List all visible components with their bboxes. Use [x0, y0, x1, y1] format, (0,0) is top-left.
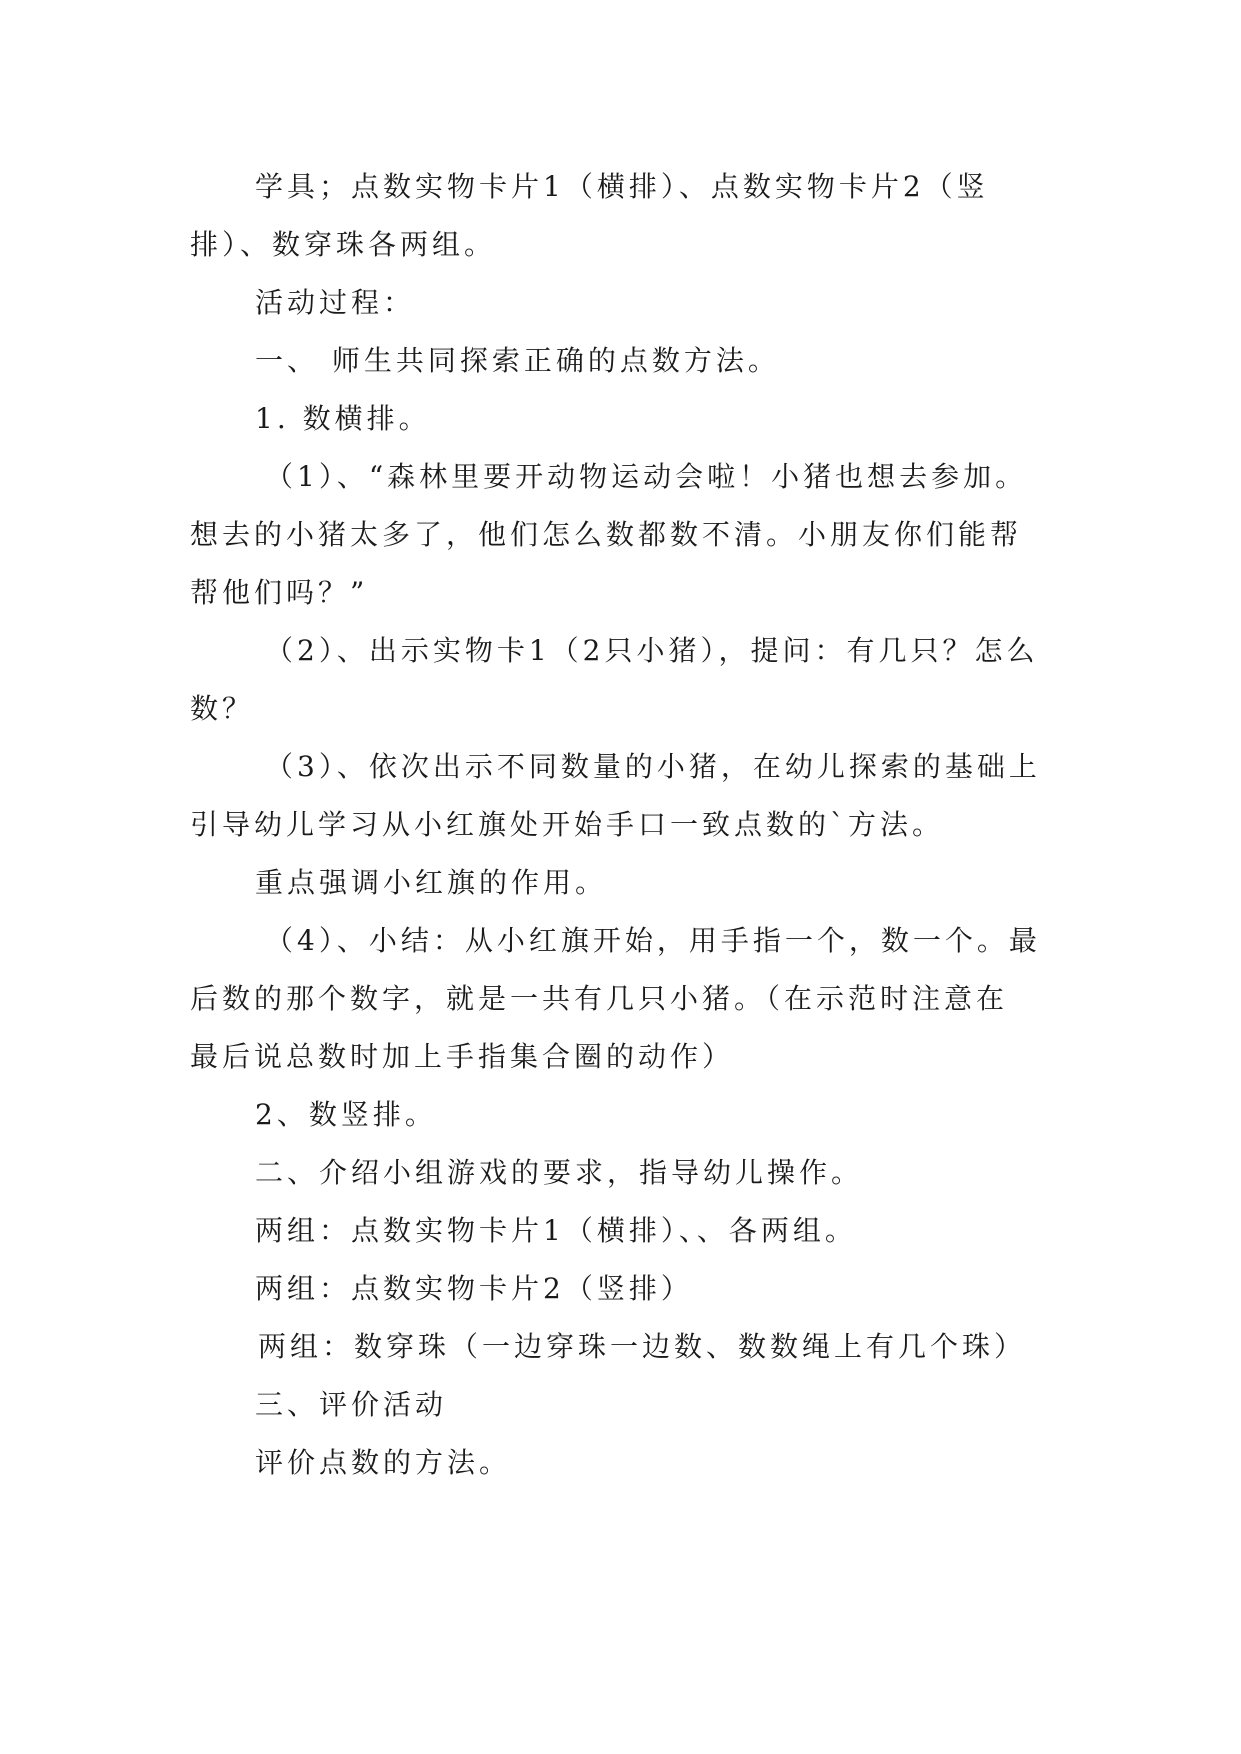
text-line: 两组：数穿珠（一边穿珠一边数、数数绳上有几个珠）	[258, 1330, 1027, 1363]
text-line: （3）、依次出示不同数量的小猪，在幼儿探索的基础上	[265, 750, 1041, 783]
text-line: 2、数竖排。	[255, 1098, 437, 1131]
text-line: 排）、数穿珠各两组。	[190, 228, 497, 261]
text-line: 帮他们吗？”	[190, 576, 369, 609]
text-line: 两组：点数实物卡片1（横排）、、各两组。	[255, 1214, 857, 1247]
paragraph-step-1	[190, 390, 1050, 448]
paragraph-substep-3	[190, 738, 1050, 854]
paragraph-substep-4	[190, 912, 1050, 1086]
paragraph-group-b	[190, 1260, 1050, 1318]
text-line: （1）、“森林里要开动物运动会啦！小猪也想去参加。	[265, 460, 1028, 493]
text-line: 数？	[190, 692, 255, 725]
paragraph-group-c	[190, 1318, 1050, 1376]
text-line: 引导幼儿学习从小红旗处开始手口一致点数的`方法。	[190, 808, 945, 841]
text-line: 想去的小猪太多了，他们怎么数都数不清。小朋友你们能帮	[190, 518, 1023, 551]
paragraph-section-two	[190, 1144, 1050, 1202]
text-line: 三、评价活动	[255, 1388, 448, 1421]
text-line: 后数的那个数字，就是一共有几只小猪。（在示范时注意在	[190, 982, 1009, 1015]
paragraph-substep-2	[190, 622, 1050, 738]
paragraph-evaluate	[190, 1434, 1050, 1492]
paragraph-materials	[190, 158, 1050, 274]
paragraph-heading-process	[190, 274, 1050, 332]
text-line: 两组：点数实物卡片2（竖排）	[255, 1272, 693, 1305]
text-line: 评价点数的方法。	[255, 1446, 512, 1479]
text-line: （2）、出示实物卡1（2只小猪），提问：有几只？怎么	[265, 634, 1039, 667]
text-line: 最后说总数时加上手指集合圈的动作）	[190, 1040, 735, 1073]
text-line: 二、介绍小组游戏的要求，指导幼儿操作。	[255, 1156, 864, 1189]
document-body	[190, 158, 1050, 1492]
paragraph-section-three	[190, 1376, 1050, 1434]
text-line: 学具；点数实物卡片1（横排）、点数实物卡片2（竖	[255, 170, 989, 203]
text-line: （4）、小结：从小红旗开始，用手指一个，数一个。最	[265, 924, 1041, 957]
paragraph-step-2	[190, 1086, 1050, 1144]
paragraph-emphasis	[190, 854, 1050, 912]
paragraph-substep-1	[190, 448, 1050, 622]
text-line: 活动过程：	[255, 286, 416, 319]
paragraph-group-a	[190, 1202, 1050, 1260]
paragraph-section-one	[190, 332, 1050, 390]
text-line: 重点强调小红旗的作用。	[255, 866, 608, 899]
text-line: 1. 数横排。	[255, 402, 431, 435]
text-line: 一、 师生共同探索正确的点数方法。	[255, 344, 780, 377]
